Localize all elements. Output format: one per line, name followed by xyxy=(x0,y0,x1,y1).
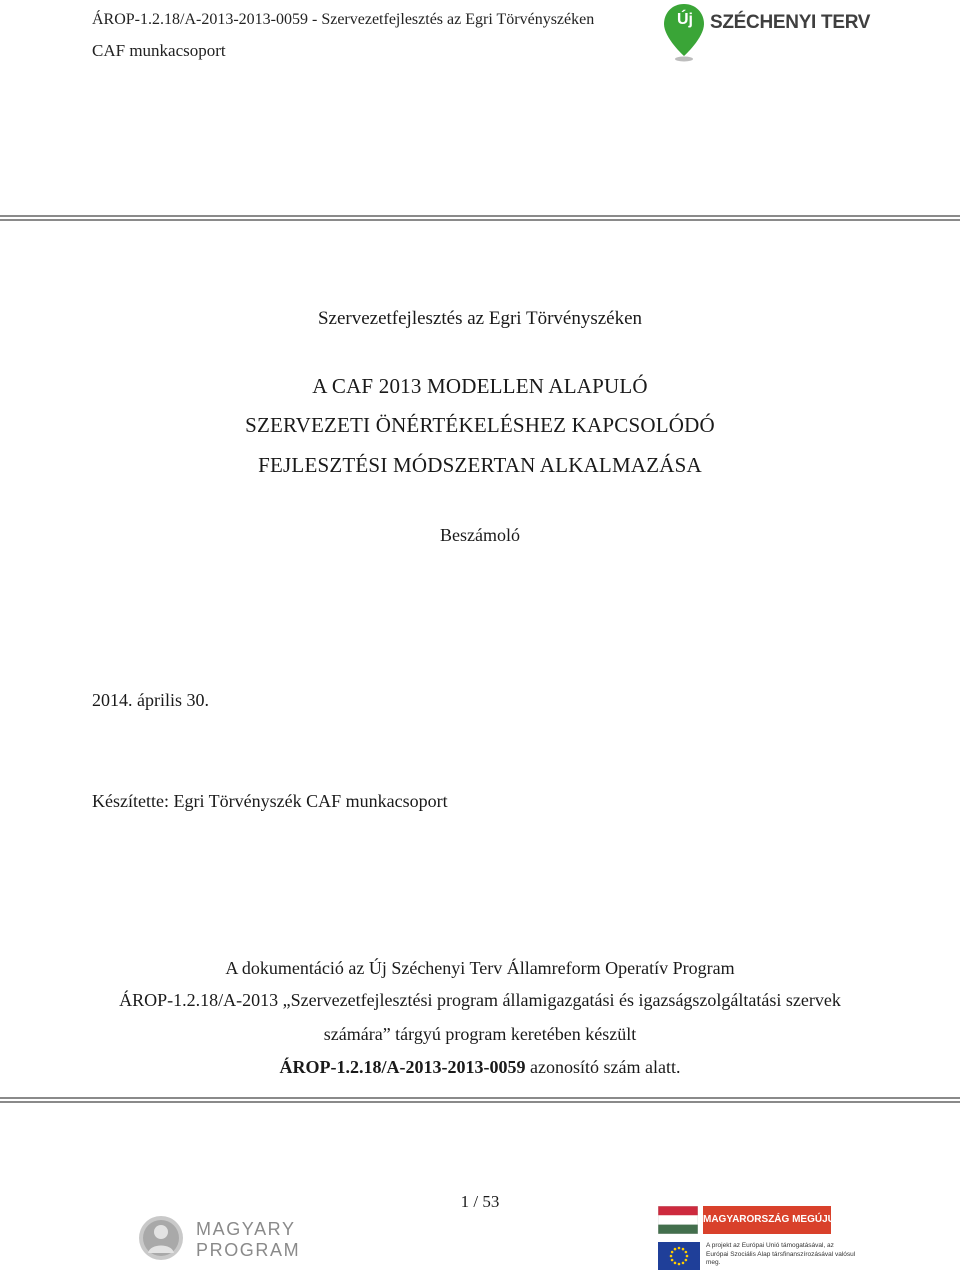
program-word: PROGRAM xyxy=(196,1240,301,1260)
logo-brand-text: SZÉCHENYI TERV xyxy=(710,12,871,33)
funding-line-2: ÁROP-1.2.18/A-2013 „Szervezetfejlesztési program államigazgatási és igazságszolgáltatási szervek xyxy=(119,990,841,1010)
logo-pin-text: Új xyxy=(677,11,693,28)
funding-line-3: számára” tárgyú program keretében készült xyxy=(323,1024,637,1044)
eu-flag-icon xyxy=(658,1242,700,1270)
funding-line-4 xyxy=(0,1057,960,1078)
main-title-line-3: FEJLESZTÉSI MÓDSZERTAN ALKALMAZÁSA xyxy=(258,453,702,477)
bottom-divider xyxy=(0,1097,960,1103)
magyary-word: MAGYARY xyxy=(196,1219,296,1239)
portrait-medal-icon xyxy=(138,1215,184,1261)
header-group-line: CAF munkacsoport xyxy=(92,41,226,60)
header-project-line: ÁROP-1.2.18/A-2013-2013-0059 - Szervezetfejlesztés az Egri Törvényszéken xyxy=(92,11,595,28)
document-type: Beszámoló xyxy=(440,525,520,545)
hungarian-flag-icon xyxy=(658,1206,698,1234)
eu-support-text: A projekt az Európai Unió támogatásával, az Európai Szociális Alap társfinanszírozásával valósul meg. xyxy=(706,1242,856,1266)
top-divider xyxy=(0,215,960,221)
szechenyi-terv-logo xyxy=(662,2,871,64)
page-number: 1 / 53 xyxy=(460,1192,500,1211)
document-author: Készítette: Egri Törvényszék CAF munkacsoport xyxy=(92,791,448,811)
magyary-program-logo xyxy=(138,1213,303,1267)
main-title-line-2: SZERVEZETI ÖNÉRTÉKELÉSHEZ KAPCSOLÓDÓ xyxy=(245,413,715,437)
project-id: ÁROP-1.2.18/A-2013-2013-0059 xyxy=(279,1057,526,1077)
organisation-title: Szervezetfejlesztés az Egri Törvényszéken xyxy=(317,308,643,329)
funding-line-4-rest: azonosító szám alatt. xyxy=(525,1057,681,1077)
magyarorszag-megujul-banner: MAGYARORSZÁG MEGÚJUL xyxy=(703,1206,831,1234)
eu-funding-logos xyxy=(658,1204,858,1278)
main-title-line-1: A CAF 2013 MODELLEN ALAPULÓ xyxy=(312,374,648,398)
funding-line-1: A dokumentáció az Új Széchenyi Terv Államreform Operatív Program xyxy=(225,958,735,978)
document-date: 2014. április 30. xyxy=(92,690,209,710)
